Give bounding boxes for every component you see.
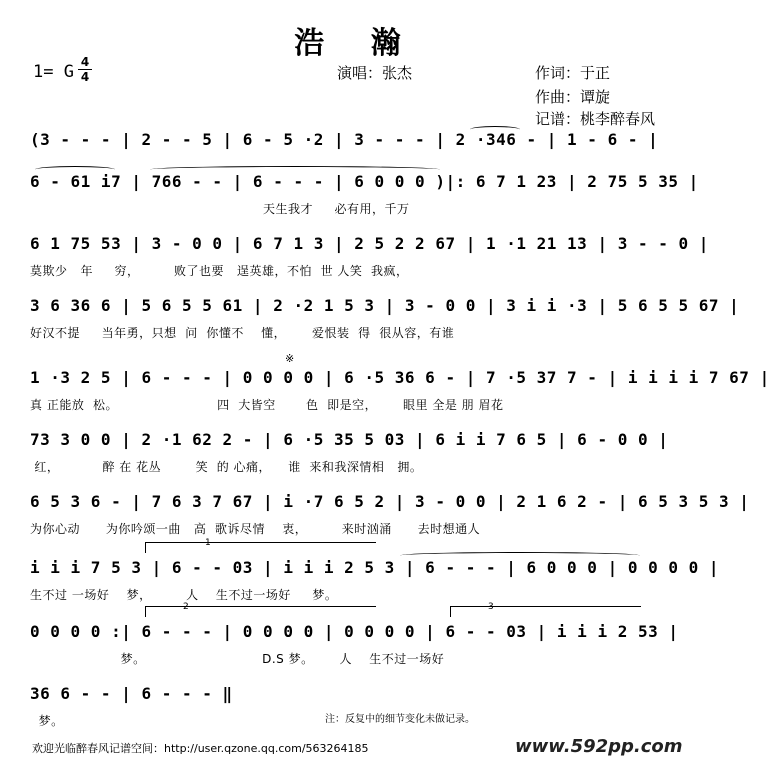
lyrics: 好汉不提 当年勇，只想 问 你懂不 懂， 爱恨装 得 很从容，有谁 xyxy=(30,326,455,340)
notation: 36 6 - - | 6 - - - ‖ xyxy=(30,684,233,703)
site-watermark: www.592pp.com xyxy=(515,736,683,757)
composer-credit: 作曲：谭旋 xyxy=(535,88,611,106)
lyrics: 梦。 xyxy=(30,714,64,728)
notation: 3 6 36 6 | 5 6 5 5 61 | 2 ·2 1 5 3 | 3 - 0 0 | 3 i i ·3 | 5 6 5 5 67 | xyxy=(30,296,740,315)
notation: 1 ·3 2 5 | 6 - - - | 0 0 0 0 | 6 ·5 36 6 - | 7 ·5 37 7 - | i i i i 7 67 | xyxy=(30,368,770,387)
lyrics: 天生我才 必有用，千万 xyxy=(30,202,410,216)
score-row-4 xyxy=(0,296,740,356)
score-row-9 xyxy=(0,602,713,682)
volta-3: 3 xyxy=(488,602,494,612)
notation: 73 3 0 0 | 2 ·1 62 2 - | 6 ·5 35 5 03 | 6 i i 7 6 5 | 6 - 0 0 | xyxy=(30,430,669,449)
notation: 6 - 61 i7 | 766 - - | 6 - - - | 6 0 0 0 )|: 6 7 1 23 | 2 75 5 35 | xyxy=(30,172,699,191)
song-title: 浩 瀚 xyxy=(294,26,419,61)
lyrics: 红， 醉 在 花丛 笑 的 心痛， 谁 来和我深情相 拥。 xyxy=(30,460,423,474)
singer-credit: 演唱：张杰 xyxy=(337,64,413,82)
lyricist-credit: 作词：于正 xyxy=(535,64,611,82)
notation: 6 5 3 6 - | 7 6 3 7 67 | i ·7 6 5 2 | 3 - 0 0 | 2 1 6 2 - | 6 5 3 5 3 | xyxy=(30,492,750,511)
score-row-2 xyxy=(0,172,713,232)
segno-sign: ※ xyxy=(285,352,295,365)
meter-top: 4 xyxy=(80,55,90,69)
lyrics: 梦。 D.S 梦。 人 生不过一场好 xyxy=(30,652,445,666)
footer-link: 欢迎光临醉春风记谱空间：http://user.qzone.qq.com/563264185 xyxy=(32,742,369,755)
key-signature: 1= G xyxy=(33,62,74,82)
volta-2: 2 xyxy=(183,602,189,612)
transcription-note: 注：反复中的细节变化未做记录。 xyxy=(325,714,475,725)
score-row-6 xyxy=(0,430,713,490)
volta-1: 1 xyxy=(205,538,211,548)
notation: i i i 7 5 3 | 6 - - 03 | i i i 2 5 3 | 6 - - - | 6 0 0 0 | 0 0 0 0 | xyxy=(30,558,720,577)
lyrics: 生不过 一场好 梦， 人 生不过一场好 梦。 xyxy=(30,588,338,602)
score-row-3 xyxy=(0,234,713,294)
meter-bottom: 4 xyxy=(80,70,90,84)
notation: 6 1 75 53 | 3 - 0 0 | 6 7 1 3 | 2 5 2 2 67 | 1 ·1 21 13 | 3 - - 0 | xyxy=(30,234,709,253)
transcriber-credit: 记谱：桃李醉春风 xyxy=(535,110,656,128)
lyrics: 真 正能放 松。 四 大皆空 色 即是空， 眼里 全是 朋 眉花 xyxy=(30,398,504,412)
time-signature xyxy=(78,56,92,83)
score-row-5 xyxy=(0,352,770,428)
notation: (3 - - - | 2 - - 5 | 6 - 5 ·2 | 3 - - - | 2 ·346 - | 1 - 6 - | xyxy=(30,130,659,149)
lyrics: 莫欺少 年 穷， 败了也要 逞英雄，不怕 世 人笑 我疯， xyxy=(30,264,409,278)
notation: 0 0 0 0 :| 6 - - - | 0 0 0 0 | 0 0 0 0 | 6 - - 03 | i i i 2 53 | xyxy=(30,622,679,641)
lyrics: 为你心动 为你吟颂一曲 高 歌诉尽情 衷， 来时汹涌 去时想通人 xyxy=(30,522,481,536)
